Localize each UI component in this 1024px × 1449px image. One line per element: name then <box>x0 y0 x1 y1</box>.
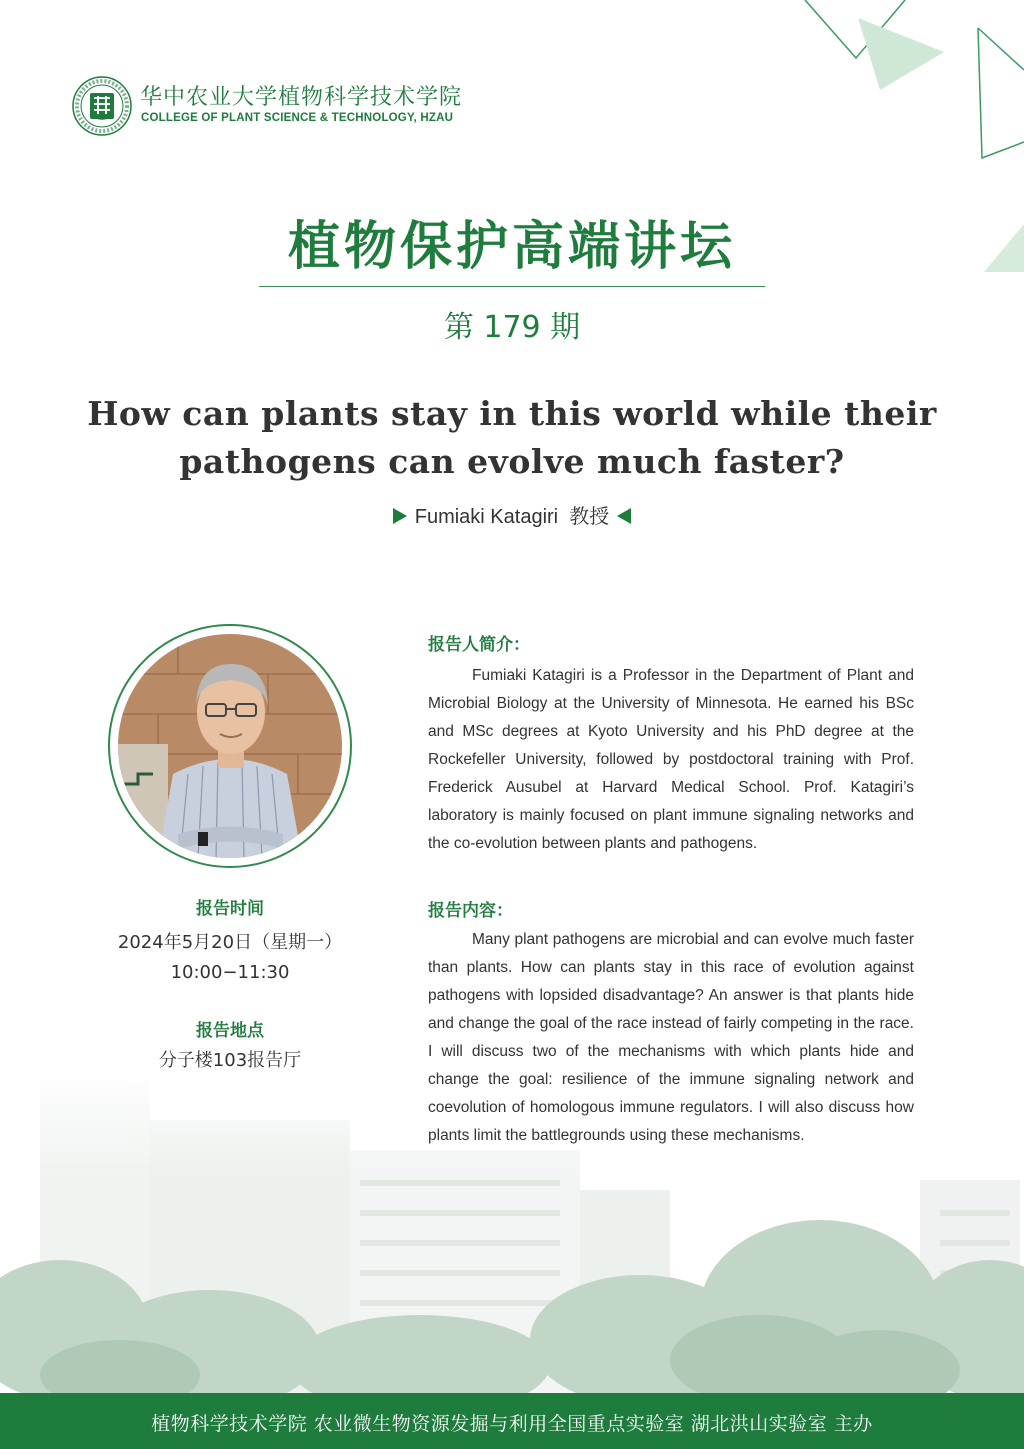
speaker-line <box>0 500 1024 529</box>
organizers-text: 植物科学技术学院 农业微生物资源发掘与利用全国重点实验室 湖北洪山实验室 主办 <box>151 1413 873 1435</box>
org-name-cn: 华中农业大学植物科学技术学院 <box>140 85 463 110</box>
talk-title <box>60 390 964 486</box>
talk-title-line-1: How can plants stay in this world while their <box>87 394 937 433</box>
speaker-title: 教授 <box>569 506 610 528</box>
issue-number: 第 179 期 <box>443 310 581 345</box>
time-label: 报告时间 <box>196 899 264 919</box>
speaker-name: Fumiaki Katagiri <box>414 506 559 528</box>
bio-text: Fumiaki Katagiri is a Professor in the Department of Plant and Microbial Biology at the University of Minnesota. He earned his BSc and MSc degrees at Kyoto University and his PhD degree at the Rockefeller University, followed by postdoctoral training with Prof. Frederick Ausubel at Harvard Medical School. Prof. Katagiri’s laboratory is mainly focused on plant immune signaling networks and the co-evolution between plants and pathogens. <box>428 667 914 852</box>
abstract-heading: 报告内容： <box>428 901 513 921</box>
college-seal-icon <box>72 76 132 136</box>
speaker-portrait <box>118 634 342 858</box>
place-label: 报告地点 <box>196 1021 264 1041</box>
triangle-left-icon <box>617 508 631 524</box>
talk-datetime <box>90 928 370 988</box>
triangle-right-icon <box>393 508 407 524</box>
person-photo-icon <box>118 634 342 858</box>
org-name-en: COLLEGE OF PLANT SCIENCE & TECHNOLOGY, HZAU <box>141 112 454 124</box>
talk-date: 2024年5月20日（星期一） <box>117 932 343 953</box>
talk-title-line-2: pathogens can evolve much faster? <box>179 442 845 481</box>
talk-place: 分子楼103报告厅 <box>158 1050 302 1071</box>
bio-heading: 报告人简介： <box>428 635 530 655</box>
abstract-text: Many plant pathogens are microbial and can evolve much faster than plants. How can plants stay in this race of evolution against pathogens with lopsided disadvantage? An answer is that plants hide and change the goal of the race instead of fairly competing in the race. I will discuss two of the mechanisms with which plants hide and change the goal: resilience of the immune signaling network and coevolution of homologous immune regulators. I will also discuss how plants limit the battlegrounds using these mechanisms. <box>428 931 914 1144</box>
title-divider <box>259 286 765 287</box>
talk-time: 10:00−11:30 <box>170 962 290 983</box>
forum-title: 植物保护高端讲坛 <box>287 216 736 277</box>
